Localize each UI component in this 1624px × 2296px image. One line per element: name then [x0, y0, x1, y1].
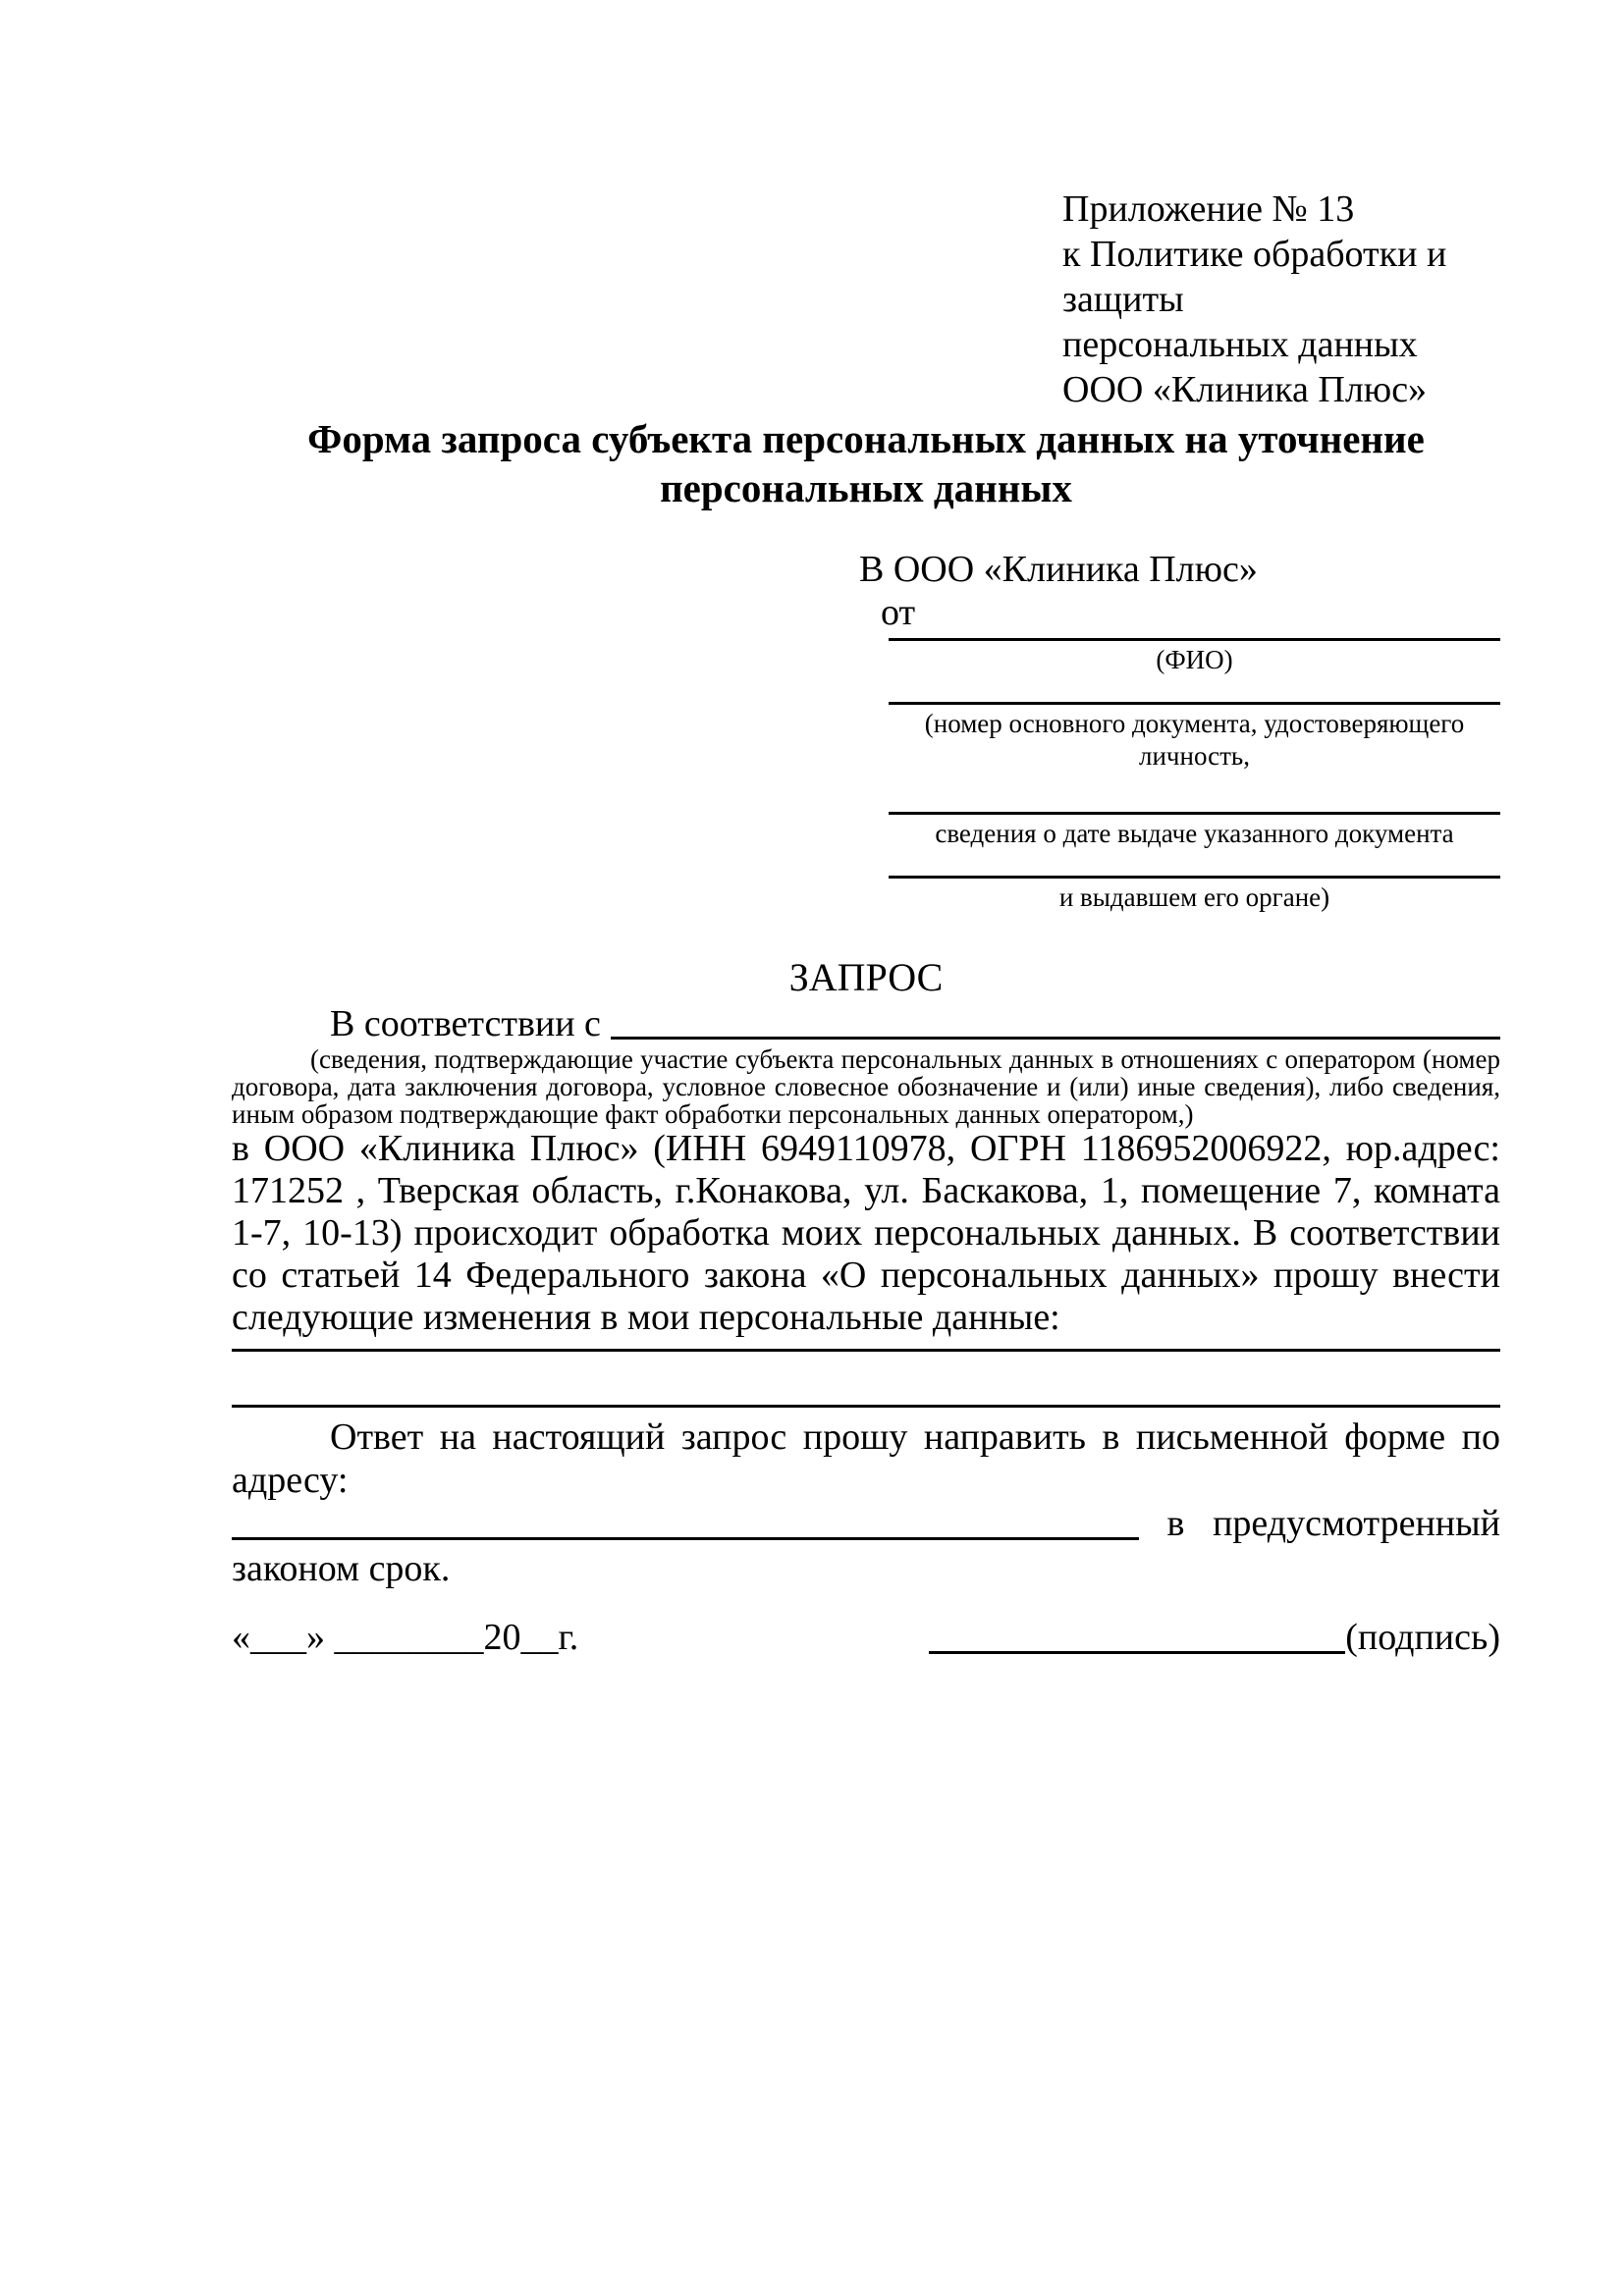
reply-paragraph: Ответ на настоящий запрос прошу направить в письменной форме по адресу:: [232, 1416, 1500, 1501]
field-issue-date: [889, 812, 1500, 850]
fio-line: [889, 638, 1500, 641]
document-title-line: Форма запроса субъекта персональных данных на уточнение: [307, 416, 1425, 461]
reply-address-row: [232, 1502, 1500, 1545]
document-title: [232, 414, 1500, 512]
request-heading: ЗАПРОС: [788, 955, 944, 999]
addressee-to: В ООО «Клиника Плюс»: [859, 549, 1258, 590]
body-paragraph: в ООО «Клиника Плюс» (ИНН 6949110978, ОГРН 1186952006922, юр.адрес: 171252 , Тверская область, г.Конакова, ул. Баскакова, 1, помещение 7, комната 1-7, 10-13) происходит обработка моих персональных данных. В соответствии со статьей 14 Федерального закона «О персональных данных» прошу внести следующие изменения в мои персональные данные:: [232, 1128, 1500, 1338]
addressee-fields: [889, 638, 1500, 914]
field-document-number: [889, 702, 1500, 773]
write-in-line-1: [232, 1339, 1500, 1352]
appendix-block: [1062, 187, 1500, 412]
accordance-label: В соответствии с: [330, 1003, 601, 1044]
issuing-authority-caption: и выдавшем его органе): [1058, 882, 1330, 912]
signature-line: [929, 1651, 1345, 1654]
signature-group: [929, 1616, 1500, 1659]
field-issuing-authority: [889, 876, 1500, 914]
issue-date-line: [889, 812, 1500, 815]
write-in-line-2: [232, 1352, 1500, 1408]
accordance-row: [232, 1002, 1500, 1045]
appendix-line: к Политике обработки и защиты: [1062, 234, 1447, 320]
field-fio: [889, 638, 1500, 676]
reply-address-line: [232, 1537, 1139, 1540]
appendix-line: Приложение № 13: [1062, 188, 1355, 230]
reply-tail-word: в: [1166, 1503, 1185, 1544]
document-number-caption: (номер основного документа, удостоверяющего личность,: [924, 709, 1465, 771]
accordance-blank-line: [611, 1037, 1500, 1040]
issue-date-caption: сведения о дате выдаче указанного документа: [935, 819, 1454, 848]
document-title-line: персональных данных: [660, 465, 1072, 510]
document-number-line: [889, 702, 1500, 705]
reply-tail-word: предусмотренный: [1213, 1503, 1500, 1544]
appendix-line: ООО «Клиника Плюс»: [1062, 369, 1428, 410]
accordance-note: (сведения, подтверждающие участие субъекта персональных данных в отношениях с оператором (номер договора, дата заключения договора, условное словесное обозначение и (или) иные сведения), либо сведения, иным образом подтверждающие факт обработки персональных данных оператором,): [232, 1044, 1500, 1129]
reply-end: законом срок.: [232, 1548, 451, 1589]
signature-caption: (подпись): [1345, 1617, 1500, 1658]
appendix-line: персональных данных: [1062, 324, 1418, 365]
issuing-authority-line: [889, 876, 1500, 879]
fio-caption: (ФИО): [1156, 645, 1233, 674]
addressee-from-label: от: [881, 592, 916, 633]
date-signature-row: [232, 1616, 1500, 1659]
addressee-block: [859, 548, 1500, 914]
date-line: «___» ________20__г.: [232, 1617, 579, 1658]
